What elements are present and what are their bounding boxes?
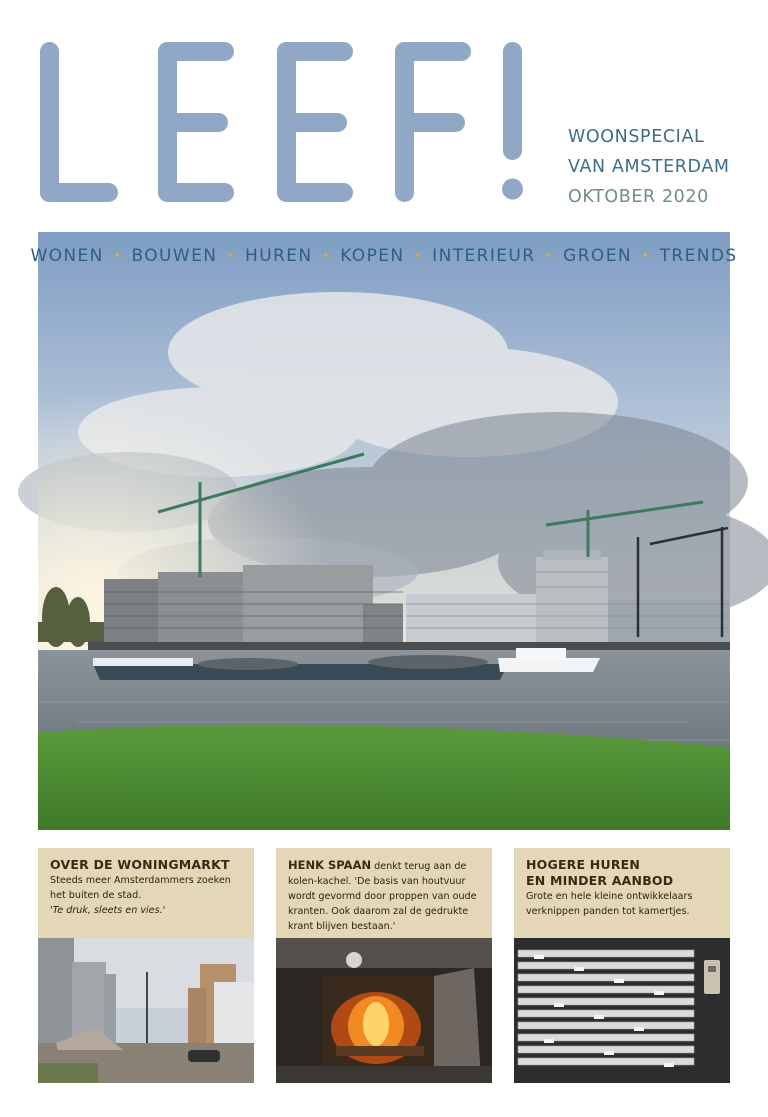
teaser-photo-doorbells xyxy=(514,938,730,1083)
teaser-photo-graphic xyxy=(276,938,492,1083)
teaser-body-text: denkt terug aan de kolen-kachel. 'De basis van houtvuur wordt gevormd door proppen van oude kranten. Ook daarom zal de gedrukte krant blijven bestaan.' xyxy=(288,861,477,932)
topic-item: HUREN xyxy=(245,246,313,266)
topic-bar xyxy=(30,246,738,266)
teaser-henk-spaan[interactable] xyxy=(276,848,492,1083)
teaser-photo-graphic xyxy=(514,938,730,1083)
teaser-body xyxy=(50,873,244,918)
teaser-lead-name: HENK SPAAN xyxy=(288,858,372,872)
cover-photo xyxy=(30,232,738,830)
teaser-text-box xyxy=(38,848,254,938)
cover-photo-illustration xyxy=(38,232,730,830)
teaser-photo-construction-site xyxy=(38,938,254,1083)
teaser-quote: 'Te druk, sleets en vies.' xyxy=(50,905,166,916)
teaser-body xyxy=(288,857,482,934)
masthead-logo xyxy=(38,36,538,206)
teaser-text-box xyxy=(514,848,730,938)
teaser-rents[interactable] xyxy=(514,848,730,1083)
teaser-heading-line-1: HOGERE HUREN xyxy=(526,857,641,872)
teaser-text-box xyxy=(276,848,492,938)
topic-item: GROEN xyxy=(563,246,632,266)
teaser-photo-wood-stove xyxy=(276,938,492,1083)
topic-item: KOPEN xyxy=(340,246,405,266)
edition-info xyxy=(568,122,758,212)
teaser-photo-graphic xyxy=(38,938,254,1083)
topic-item: INTERIEUR xyxy=(432,246,536,266)
edition-line-1: WOONSPECIAL xyxy=(568,127,705,147)
teaser-body: Grote en hele kleine ontwikkelaars verknippen panden tot kamertjes. xyxy=(526,891,693,917)
topic-separator: • xyxy=(112,248,123,264)
edition-line-2: VAN AMSTERDAM xyxy=(568,157,730,177)
teaser-heading xyxy=(526,857,720,889)
topic-item: TRENDS xyxy=(659,246,738,266)
teaser-heading: OVER DE WONINGMARKT xyxy=(50,857,230,872)
topic-item: BOUWEN xyxy=(131,246,218,266)
teaser-housing-market[interactable] xyxy=(38,848,254,1083)
topic-separator: • xyxy=(544,248,555,264)
topic-item: WONEN xyxy=(30,246,104,266)
teaser-heading-line-2: EN MINDER AANBOD xyxy=(526,873,674,888)
topic-separator: • xyxy=(321,248,332,264)
topic-separator: • xyxy=(413,248,424,264)
topic-separator: • xyxy=(226,248,237,264)
edition-date: OKTOBER 2020 xyxy=(568,187,709,207)
teaser-body-text: Steeds meer Amsterdammers zoeken het buiten de stad. xyxy=(50,875,231,901)
topic-separator: • xyxy=(640,248,651,264)
masthead-logo-graphic xyxy=(38,36,538,206)
